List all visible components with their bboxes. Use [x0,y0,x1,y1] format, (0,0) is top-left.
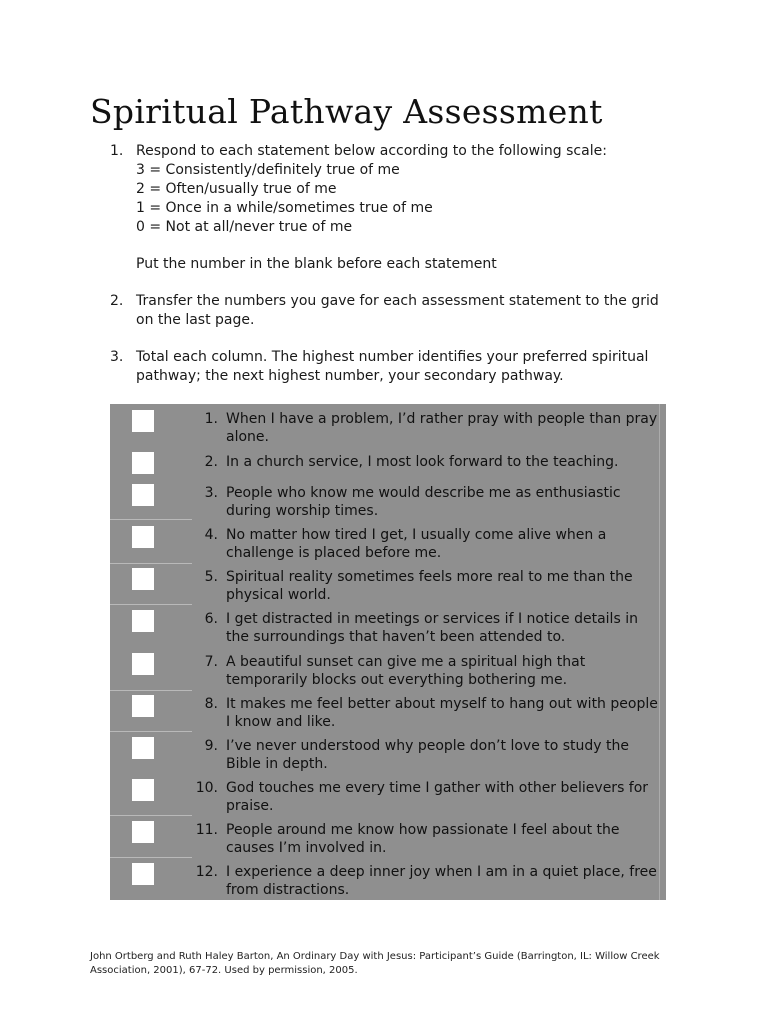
statement-number: 12. [195,864,218,880]
statement-text: I’ve never understood why people don’t love to study the Bible in depth. [226,738,630,772]
statement-row [110,606,666,648]
answer-blank[interactable] [132,452,154,474]
statement-number: 10. [195,780,218,796]
statement-text: People around me know how passionate I feel about the causes I’m involved in. [226,822,620,856]
scale-line-3: 3 = Consistently/definitely true of me [136,162,400,178]
answer-blank[interactable] [132,484,154,506]
statement-number: 7. [204,654,218,670]
scale-line-0: 0 = Not at all/never true of me [136,219,353,235]
answer-blank[interactable] [132,695,154,717]
answer-blank[interactable] [132,410,154,432]
instruction-note: Put the number in the blank before each statement [136,256,497,272]
instruction-number: 2. [110,293,124,309]
statement-row [110,859,666,901]
row-divider [110,519,192,520]
statement-row [110,406,666,448]
statement-number: 11. [195,822,218,838]
statement-number: 8. [204,696,218,712]
statement-row [110,649,666,691]
statement-number: 6. [204,611,218,627]
statement-number: 4. [204,527,218,543]
statement-row [110,522,666,564]
statement-number: 3. [204,485,218,501]
statement-number: 1. [204,411,218,427]
answer-blank[interactable] [132,526,154,548]
instruction-item-1 [110,142,670,274]
statement-text: A beautiful sunset can give me a spiritual high that temporarily blocks out everything bothering me. [226,654,586,688]
statement-row [110,564,666,606]
statement-text: When I have a problem, I’d rather pray with people than pray alone. [226,411,658,445]
statement-number: 9. [204,738,218,754]
statement-number: 5. [204,569,218,585]
statement-text: I get distracted in meetings or services if I notice details in the surroundings that haven’t been attended to. [226,611,638,645]
row-divider [110,731,192,732]
statement-row [110,817,666,859]
statement-number: 2. [204,454,218,470]
statement-text: I experience a deep inner joy when I am in a quiet place, free from distractions. [226,864,657,898]
answer-blank[interactable] [132,863,154,885]
instruction-text: Total each column. The highest number identifies your preferred spiritual pathway; the next highest number, your secondary pathway. [136,349,649,384]
row-divider [110,815,192,816]
assessment-grid [110,404,666,900]
scale-line-2: 2 = Often/usually true of me [136,181,337,197]
instruction-item-2 [110,292,670,330]
answer-blank[interactable] [132,779,154,801]
instruction-number: 3. [110,349,124,365]
statement-text: Spiritual reality sometimes feels more real to me than the physical world. [226,569,633,603]
statement-row [110,691,666,733]
instruction-text: Respond to each statement below according to the following scale: [136,143,607,159]
statement-row [110,733,666,775]
answer-blank[interactable] [132,568,154,590]
instructions-list [110,142,670,386]
statement-row [110,480,666,522]
row-divider [110,857,192,858]
statement-text: In a church service, I most look forward to the teaching. [226,454,619,470]
instruction-item-3 [110,348,670,386]
row-divider [110,604,192,605]
statement-row [110,775,666,817]
instruction-number: 1. [110,143,124,159]
page-title: Spiritual Pathway Assessment [90,92,603,131]
statement-text: No matter how tired I get, I usually come alive when a challenge is placed before me. [226,527,607,561]
statement-text: People who know me would describe me as enthusiastic during worship times. [226,485,621,519]
answer-blank[interactable] [132,737,154,759]
answer-blank[interactable] [132,610,154,632]
citation-footer: John Ortberg and Ruth Haley Barton, An Ordinary Day with Jesus: Participant’s Guide (Barrington, IL: Willow Creek Association, 2001), 67-72. Used by permission, 2005. [90,951,660,976]
grid-right-edge [659,404,660,900]
scale-line-1: 1 = Once in a while/sometimes true of me [136,200,433,216]
answer-blank[interactable] [132,821,154,843]
answer-blank[interactable] [132,653,154,675]
statement-text: It makes me feel better about myself to hang out with people I know and like. [226,696,658,730]
instruction-text: Transfer the numbers you gave for each assessment statement to the grid on the last page. [136,293,659,328]
statement-text: God touches me every time I gather with other believers for praise. [226,780,649,814]
